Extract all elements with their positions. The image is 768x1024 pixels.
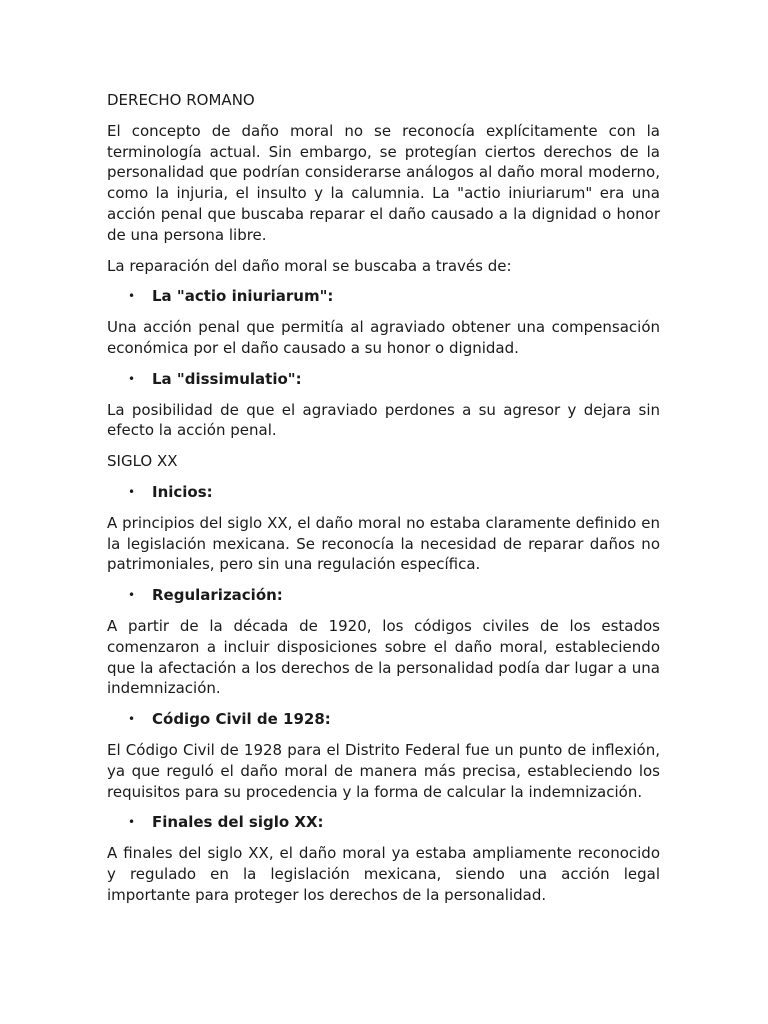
bullet-item-dissimulatio xyxy=(107,369,660,390)
bullet-item-regularizacion xyxy=(107,585,660,606)
bullet-icon: • xyxy=(128,484,136,499)
bullet-title: La "actio iniuriarum": xyxy=(152,287,334,306)
bullet-icon: • xyxy=(128,588,136,603)
bullet-icon: • xyxy=(128,815,136,830)
bullet-title: Finales del siglo XX: xyxy=(152,813,324,832)
paragraph-dissimulatio: La posibilidad de que el agraviado perdones a su agresor y dejara sin efecto la acción penal. xyxy=(107,400,660,440)
bullet-item-codigo-civil-1928 xyxy=(107,709,660,730)
bullet-icon: • xyxy=(128,371,136,386)
paragraph-regularizacion: A partir de la década de 1920, los códigos civiles de los estados comenzaron a incluir disposiciones sobre el daño moral, estableciendo que la afectación a los derechos de la personalidad podía dar lugar a una indemnización. xyxy=(107,616,660,698)
bullet-icon: • xyxy=(128,289,136,304)
bullet-icon: • xyxy=(128,712,136,727)
paragraph-lead: La reparación del daño moral se buscaba a través de: xyxy=(107,256,512,275)
bullet-title: Código Civil de 1928: xyxy=(152,710,331,729)
bullet-item-finales-siglo-xx xyxy=(107,812,660,833)
paragraph-codigo-civil-1928: El Código Civil de 1928 para el Distrito Federal fue un punto de inflexión, ya que reguló el daño moral de manera más precisa, estableciendo los requisitos para su procedencia y la forma de calcular la indemnización. xyxy=(107,740,660,801)
document-page xyxy=(107,90,660,916)
bullet-item-actio-iniuriarum xyxy=(107,286,660,307)
paragraph-intro: El concepto de daño moral no se reconocía explícitamente con la terminología actual. Sin embargo, se protegían ciertos derechos de la personalidad que podrían considerarse análogos al daño moral moderno, como la injuria, el insulto y la calumnia. La "actio iniuriarum" era una acción penal que buscaba reparar el daño causado a la dignidad o honor de una persona libre. xyxy=(107,121,660,244)
paragraph-finales-siglo-xx: A finales del siglo XX, el daño moral ya estaba ampliamente reconocido y regulado en la legislación mexicana, siendo una acción legal importante para proteger los derechos de la personalidad. xyxy=(107,844,660,904)
bullet-title: Inicios: xyxy=(152,482,213,501)
bullet-title: Regularización: xyxy=(152,586,283,605)
paragraph-inicios: A principios del siglo XX, el daño moral no estaba claramente definido en la legislación mexicana. Se reconocía la necesidad de reparar daños no patrimoniales, pero sin una regulación específica. xyxy=(107,513,660,574)
bullet-title: La "dissimulatio": xyxy=(152,369,302,388)
section-heading-siglo-xx: SIGLO XX xyxy=(107,452,178,471)
section-heading-derecho-romano: DERECHO ROMANO xyxy=(107,91,255,109)
bullet-item-inicios xyxy=(107,482,660,503)
paragraph-actio-iniuriarum: Una acción penal que permitía al agraviado obtener una compensación económica por el daño causado a su honor o dignidad. xyxy=(107,318,660,357)
